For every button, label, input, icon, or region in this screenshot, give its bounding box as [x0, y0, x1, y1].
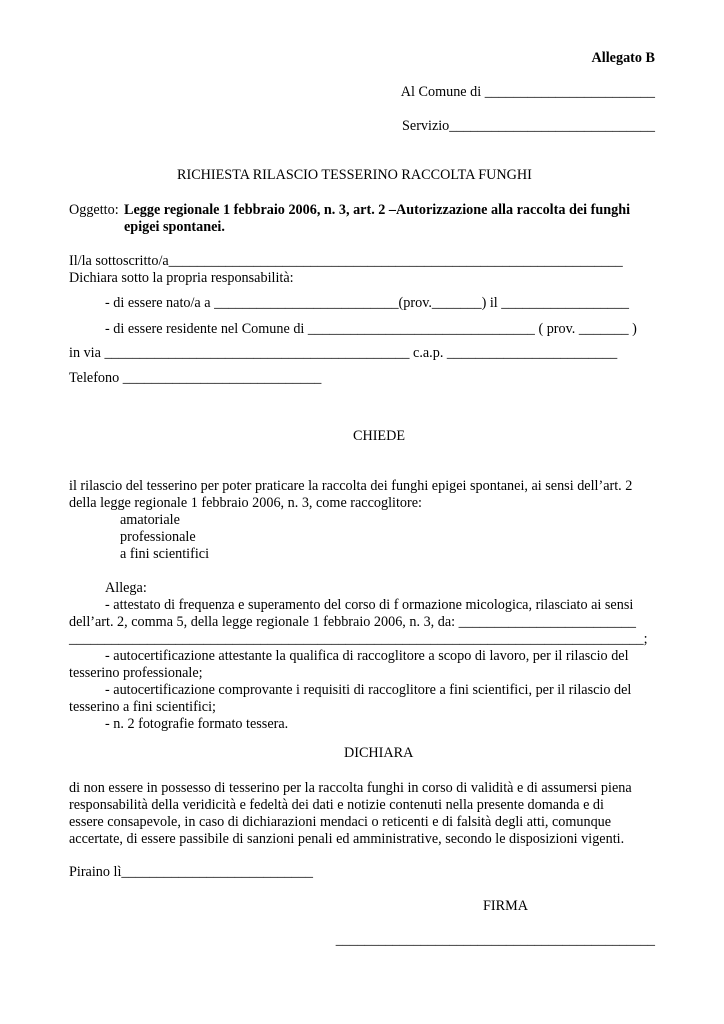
chiede-heading: CHIEDE: [353, 428, 406, 444]
comune-line[interactable]: Al Comune di ________________________: [400, 84, 655, 100]
signature-line[interactable]: _____________________________________________: [335, 932, 655, 948]
allega-item1-line1: - attestato di frequenza e superamento del corso di f ormazione micologica, rilasciato ai sensi: [105, 597, 634, 613]
dichiara-heading: DICHIARA: [344, 745, 414, 761]
telefono-field[interactable]: Telefono ____________________________: [69, 370, 322, 386]
servizio-line[interactable]: Servizio_____________________________: [402, 118, 655, 134]
allega-item3-line2: tesserino a fini scientifici;: [69, 699, 216, 715]
attachment-label: Allegato B: [591, 50, 655, 66]
option-amatoriale[interactable]: amatoriale: [120, 512, 180, 528]
allega-item3-line1: - autocertificazione comprovante i requisiti di raccoglitore a fini scientifici, per il rilascio del: [105, 682, 632, 698]
chiede-line1: il rilascio del tesserino per poter praticare la raccolta dei funghi epigei spontanei, ai sensi dell’art. 2: [69, 478, 633, 494]
firma-label: FIRMA: [483, 898, 528, 914]
chiede-line2: della legge regionale 1 febbraio 2006, n. 3, come raccoglitore:: [69, 495, 422, 511]
allega-item1-line3[interactable]: _________________________________________________________________________________;: [69, 631, 648, 647]
dichiara-intro: Dichiara sotto la propria responsabilità:: [69, 270, 294, 286]
subject-text-line1: Legge regionale 1 febbraio 2006, n. 3, art. 2 –Autorizzazione alla raccolta dei funghi: [124, 202, 631, 218]
sottoscritto-field[interactable]: Il/la sottoscritto/a________________________________________________________________: [69, 253, 623, 269]
place-date-field[interactable]: Piraino lì___________________________: [69, 864, 313, 880]
nato-field[interactable]: - di essere nato/a a __________________________(prov._______) il __________________: [105, 295, 629, 311]
subject-text-line2: epigei spontanei.: [124, 219, 225, 235]
residente-field[interactable]: - di essere residente nel Comune di ________________________________ ( prov. _______ ): [105, 321, 637, 337]
option-scientifici[interactable]: a fini scientifici: [120, 546, 210, 562]
subject-label: Oggetto:: [69, 202, 123, 218]
dichiara-line2: responsabilità della veridicità e fedeltà dei dati e notizie contenuti nella presente domanda e di: [69, 797, 604, 813]
dichiara-line4: accertate, di essere passibile di sanzioni penali ed amministrative, secondo le disposizioni vigenti.: [69, 831, 625, 847]
allega-label: Allega:: [105, 580, 147, 596]
option-professionale[interactable]: professionale: [120, 529, 196, 545]
dichiara-line1: di non essere in possesso di tesserino per la raccolta funghi in corso di validità e di assumersi piena: [69, 780, 632, 796]
allega-item2-line1: - autocertificazione attestante la qualifica di raccoglitore a scopo di lavoro, per il rilascio del: [105, 648, 629, 664]
document-title: RICHIESTA RILASCIO TESSERINO RACCOLTA FUNGHI: [177, 167, 532, 183]
dichiara-line3: essere consapevole, in caso di dichiarazioni mendaci o reticenti e di falsità degli atti, comunque: [69, 814, 612, 830]
allega-item1-line2[interactable]: dell’art. 2, comma 5, della legge regionale 1 febbraio 2006, n. 3, da: _________________________: [69, 614, 636, 630]
allega-item4: - n. 2 fotografie formato tessera.: [105, 716, 289, 732]
via-field[interactable]: in via ___________________________________________ c.a.p. ________________________: [69, 345, 618, 361]
allega-item2-line2: tesserino professionale;: [69, 665, 203, 681]
